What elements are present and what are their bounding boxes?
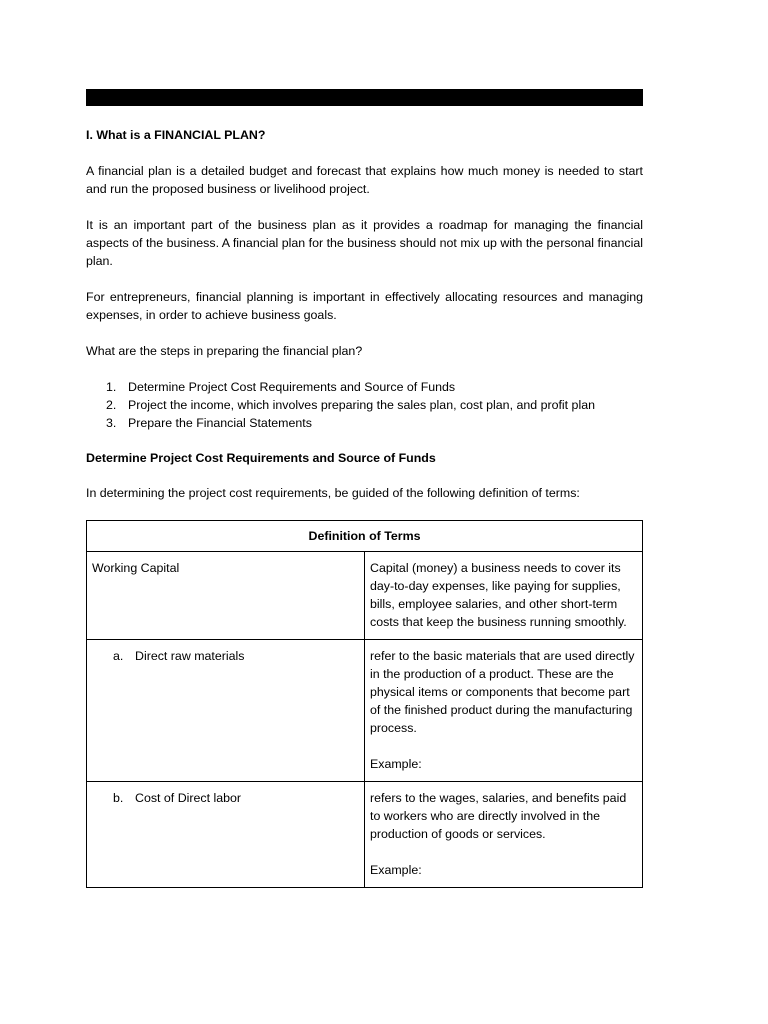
list-number: 2. bbox=[106, 398, 117, 412]
section-heading: Determine Project Cost Requirements and Source of Funds bbox=[86, 451, 436, 465]
paragraph-importance: It is an important part of the business plan as it provides a roadmap for managing the financial aspects of the business. A financial plan for the business should not mix up with the personal financial plan. bbox=[86, 218, 643, 268]
definition-cell bbox=[365, 640, 643, 782]
list-number: 1. bbox=[106, 380, 117, 394]
example-label: Example: bbox=[370, 757, 422, 771]
definition-cell bbox=[365, 552, 643, 640]
definition-text: refers to the wages, salaries, and benefits paid to workers who are directly involved in the production of goods or services. bbox=[370, 791, 627, 841]
sub-term bbox=[92, 647, 360, 665]
list-text: Determine Project Cost Requirements and Source of Funds bbox=[128, 380, 456, 394]
table-header-row bbox=[87, 521, 643, 552]
section-intro: In determining the project cost requirements, be guided of the following definition of terms: bbox=[86, 486, 580, 500]
definition-cell bbox=[365, 782, 643, 888]
document-page bbox=[86, 89, 643, 888]
steps-list bbox=[86, 378, 643, 432]
list-number: 3. bbox=[106, 416, 117, 430]
page-heading: I. What is a FINANCIAL PLAN? bbox=[86, 128, 266, 142]
table-row bbox=[87, 640, 643, 782]
paragraph-entrepreneurs: For entrepreneurs, financial planning is important in effectively allocating resources and managing expenses, in order to achieve business goals. bbox=[86, 290, 643, 322]
list-text: Project the income, which involves preparing the sales plan, cost plan, and profit plan bbox=[128, 398, 595, 412]
list-item bbox=[86, 396, 643, 414]
term-label: Working Capital bbox=[92, 561, 180, 575]
list-item bbox=[86, 414, 643, 432]
term-letter: b. bbox=[113, 791, 124, 805]
term-label: Direct raw materials bbox=[135, 649, 245, 663]
term-cell bbox=[87, 552, 365, 640]
header-bar bbox=[86, 89, 643, 106]
table-row bbox=[87, 552, 643, 640]
definition-text: Capital (money) a business needs to cover its day-to-day expenses, like paying for supplies, bills, employee salaries, and other short-term costs that keep the business running smoothly. bbox=[370, 561, 627, 629]
table-title: Definition of Terms bbox=[87, 521, 643, 552]
definition-table bbox=[86, 520, 643, 888]
paragraph-steps-question: What are the steps in preparing the financial plan? bbox=[86, 344, 363, 358]
example-label: Example: bbox=[370, 863, 422, 877]
table-row bbox=[87, 782, 643, 888]
list-item bbox=[86, 378, 643, 396]
sub-term bbox=[92, 789, 360, 807]
term-letter: a. bbox=[113, 649, 124, 663]
term-cell bbox=[87, 782, 365, 888]
term-cell bbox=[87, 640, 365, 782]
paragraph-definition: A financial plan is a detailed budget and forecast that explains how much money is needed to start and run the proposed business or livelihood project. bbox=[86, 164, 643, 196]
definition-text: refer to the basic materials that are used directly in the production of a product. These are the physical items or components that become part of the finished product during the manufacturing process. bbox=[370, 649, 635, 735]
term-label: Cost of Direct labor bbox=[135, 791, 242, 805]
list-text: Prepare the Financial Statements bbox=[128, 416, 312, 430]
